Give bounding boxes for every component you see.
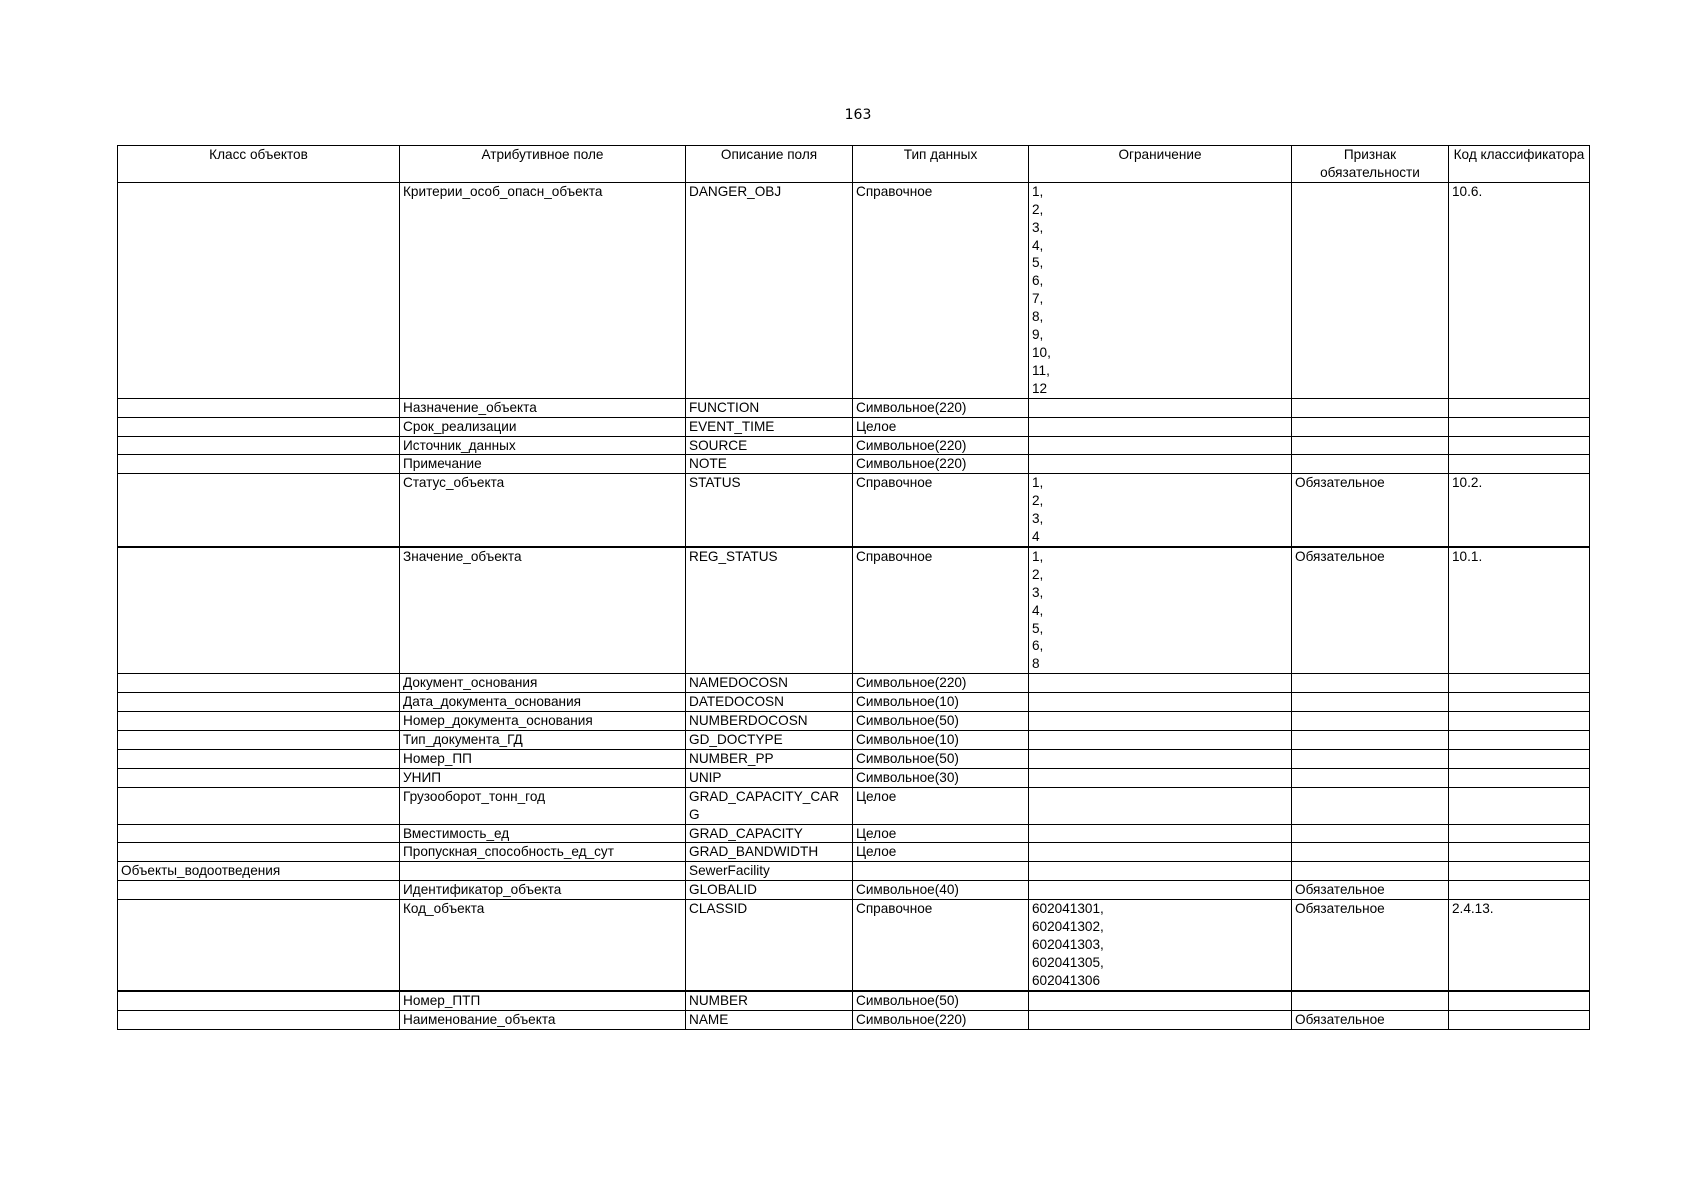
cell-attribute: Критерии_особ_опасн_объекта (400, 182, 686, 398)
cell-class (118, 881, 400, 900)
cell-limit (1029, 693, 1292, 712)
cell-classifier-code (1449, 712, 1590, 731)
cell-limit (1029, 881, 1292, 900)
cell-description: SewerFacility (686, 862, 853, 881)
cell-description: NAMEDOCOSN (686, 674, 853, 693)
cell-limit (1029, 417, 1292, 436)
limit-value: 3, (1032, 219, 1044, 235)
cell-class (118, 547, 400, 674)
cell-required (1292, 749, 1449, 768)
cell-attribute: Статус_объекта (400, 474, 686, 547)
limit-value: 602041302, (1032, 919, 1104, 935)
cell-class (118, 900, 400, 991)
cell-required (1292, 693, 1449, 712)
cell-classifier-code (1449, 768, 1590, 787)
cell-required: Обязательное (1292, 1010, 1449, 1029)
cell-classifier-code (1449, 417, 1590, 436)
table-row (118, 182, 1590, 398)
cell-limit (1029, 474, 1292, 547)
cell-class (118, 749, 400, 768)
table-row (118, 787, 1590, 824)
cell-classifier-code (1449, 824, 1590, 843)
page-number: 163 (844, 107, 872, 123)
limit-value: 8 (1032, 656, 1040, 672)
cell-data-type: Справочное (853, 900, 1029, 991)
table-row (118, 398, 1590, 417)
cell-attribute: Идентификатор_объекта (400, 881, 686, 900)
cell-data-type: Символьное(30) (853, 768, 1029, 787)
cell-classifier-code: 10.2. (1449, 474, 1590, 547)
table-body (118, 182, 1590, 1029)
header-limit: Ограничение (1029, 146, 1292, 183)
cell-data-type (853, 862, 1029, 881)
cell-classifier-code: 2.4.13. (1449, 900, 1590, 991)
cell-limit (1029, 862, 1292, 881)
cell-description: SOURCE (686, 436, 853, 455)
cell-attribute: Примечание (400, 455, 686, 474)
cell-data-type: Справочное (853, 547, 1029, 674)
cell-classifier-code (1449, 674, 1590, 693)
cell-class (118, 674, 400, 693)
cell-attribute: Наименование_объекта (400, 1010, 686, 1029)
cell-attribute: Тип_документа_ГД (400, 731, 686, 750)
cell-description: GLOBALID (686, 881, 853, 900)
cell-limit (1029, 1010, 1292, 1029)
cell-class (118, 991, 400, 1010)
cell-data-type: Символьное(50) (853, 749, 1029, 768)
cell-class (118, 1010, 400, 1029)
table-row (118, 436, 1590, 455)
cell-data-type: Символьное(10) (853, 731, 1029, 750)
cell-classifier-code (1449, 436, 1590, 455)
table-row (118, 881, 1590, 900)
table-row (118, 731, 1590, 750)
cell-data-type: Символьное(220) (853, 398, 1029, 417)
cell-class (118, 436, 400, 455)
limit-value: 1, (1032, 475, 1044, 491)
limit-value: 6, (1032, 273, 1044, 289)
cell-required (1292, 991, 1449, 1010)
cell-required (1292, 712, 1449, 731)
cell-required: Обязательное (1292, 474, 1449, 547)
cell-class (118, 843, 400, 862)
cell-data-type: Справочное (853, 182, 1029, 398)
limit-value: 602041305, (1032, 954, 1104, 970)
attribute-table (117, 145, 1590, 1030)
limit-value: 4, (1032, 602, 1044, 618)
cell-classifier-code (1449, 731, 1590, 750)
cell-description: REG_STATUS (686, 547, 853, 674)
cell-limit (1029, 398, 1292, 417)
cell-attribute: УНИП (400, 768, 686, 787)
cell-data-type: Символьное(220) (853, 674, 1029, 693)
table-row (118, 693, 1590, 712)
cell-limit (1029, 787, 1292, 824)
cell-description: GD_DOCTYPE (686, 731, 853, 750)
cell-limit (1029, 991, 1292, 1010)
table-row (118, 991, 1590, 1010)
cell-classifier-code: 10.1. (1449, 547, 1590, 674)
cell-attribute: Пропускная_способность_ед_сут (400, 843, 686, 862)
limit-value: 2, (1032, 566, 1044, 582)
cell-required (1292, 787, 1449, 824)
cell-required: Обязательное (1292, 547, 1449, 674)
cell-description: NUMBER_PP (686, 749, 853, 768)
cell-description: STATUS (686, 474, 853, 547)
cell-data-type: Целое (853, 843, 1029, 862)
cell-description: DANGER_OBJ (686, 182, 853, 398)
cell-required: Обязательное (1292, 900, 1449, 991)
limit-value: 602041306 (1032, 972, 1101, 988)
cell-data-type: Символьное(50) (853, 712, 1029, 731)
cell-description: UNIP (686, 768, 853, 787)
cell-description: NUMBERDOCOSN (686, 712, 853, 731)
cell-class (118, 824, 400, 843)
limit-value: 4, (1032, 237, 1044, 253)
cell-data-type: Символьное(220) (853, 436, 1029, 455)
cell-required (1292, 436, 1449, 455)
cell-data-type: Символьное(40) (853, 881, 1029, 900)
table-row (118, 843, 1590, 862)
header-required: Признак обязательности (1292, 146, 1449, 183)
cell-limit (1029, 824, 1292, 843)
limit-value: 12 (1032, 380, 1048, 396)
cell-required (1292, 843, 1449, 862)
cell-limit (1029, 436, 1292, 455)
cell-required (1292, 398, 1449, 417)
cell-description: EVENT_TIME (686, 417, 853, 436)
cell-description: GRAD_BANDWIDTH (686, 843, 853, 862)
cell-classifier-code (1449, 398, 1590, 417)
cell-limit (1029, 900, 1292, 991)
limit-value: 4 (1032, 529, 1040, 545)
limit-value: 6, (1032, 638, 1044, 654)
cell-data-type: Целое (853, 417, 1029, 436)
cell-attribute (400, 862, 686, 881)
cell-classifier-code (1449, 749, 1590, 768)
cell-required (1292, 768, 1449, 787)
table-row (118, 900, 1590, 991)
table-row (118, 455, 1590, 474)
cell-description: NOTE (686, 455, 853, 474)
limit-value: 5, (1032, 255, 1044, 271)
cell-required: Обязательное (1292, 881, 1449, 900)
cell-class (118, 417, 400, 436)
cell-description: DATEDOCOSN (686, 693, 853, 712)
cell-data-type: Символьное(220) (853, 1010, 1029, 1029)
cell-limit (1029, 768, 1292, 787)
cell-classifier-code (1449, 843, 1590, 862)
cell-data-type: Целое (853, 824, 1029, 843)
limit-value: 1, (1032, 183, 1044, 199)
limit-value: 1, (1032, 548, 1044, 564)
cell-limit (1029, 182, 1292, 398)
limit-value: 3, (1032, 584, 1044, 600)
table-row (118, 1010, 1590, 1029)
table-row (118, 547, 1590, 674)
limit-value: 8, (1032, 309, 1044, 325)
table-row (118, 768, 1590, 787)
cell-description: CLASSID (686, 900, 853, 991)
table-row (118, 749, 1590, 768)
table-row (118, 712, 1590, 731)
cell-data-type: Целое (853, 787, 1029, 824)
cell-classifier-code (1449, 991, 1590, 1010)
table-row (118, 824, 1590, 843)
cell-limit (1029, 843, 1292, 862)
limit-value: 602041301, (1032, 901, 1104, 917)
cell-attribute: Вместимость_ед (400, 824, 686, 843)
cell-classifier-code (1449, 881, 1590, 900)
cell-data-type: Символьное(220) (853, 455, 1029, 474)
cell-classifier-code (1449, 455, 1590, 474)
cell-class (118, 474, 400, 547)
header-description: Описание поля (686, 146, 853, 183)
limit-value: 3, (1032, 511, 1044, 527)
cell-description: NUMBER (686, 991, 853, 1010)
table-header-row (118, 146, 1590, 183)
cell-required (1292, 674, 1449, 693)
cell-attribute: Дата_документа_основания (400, 693, 686, 712)
cell-limit (1029, 749, 1292, 768)
cell-required (1292, 455, 1449, 474)
cell-description: NAME (686, 1010, 853, 1029)
header-class: Класс объектов (118, 146, 400, 183)
cell-limit (1029, 455, 1292, 474)
cell-description: GRAD_CAPACITY (686, 824, 853, 843)
limit-value: 10, (1032, 344, 1051, 360)
cell-limit (1029, 547, 1292, 674)
cell-classifier-code (1449, 862, 1590, 881)
cell-data-type: Справочное (853, 474, 1029, 547)
cell-attribute: Источник_данных (400, 436, 686, 455)
table-row (118, 474, 1590, 547)
cell-classifier-code (1449, 693, 1590, 712)
cell-attribute: Номер_документа_основания (400, 712, 686, 731)
cell-limit (1029, 731, 1292, 750)
cell-classifier-code (1449, 1010, 1590, 1029)
cell-limit (1029, 674, 1292, 693)
limit-value: 602041303, (1032, 936, 1104, 952)
table-row (118, 417, 1590, 436)
cell-description: GRAD_CAPACITY_CARG (686, 787, 853, 824)
cell-class: Объекты_водоотведения (118, 862, 400, 881)
cell-attribute: Значение_объекта (400, 547, 686, 674)
table-row (118, 862, 1590, 881)
limit-value: 2, (1032, 493, 1044, 509)
cell-required (1292, 182, 1449, 398)
cell-class (118, 398, 400, 417)
cell-required (1292, 824, 1449, 843)
cell-attribute: Грузооборот_тонн_год (400, 787, 686, 824)
cell-attribute: Документ_основания (400, 674, 686, 693)
cell-classifier-code: 10.6. (1449, 182, 1590, 398)
cell-class (118, 731, 400, 750)
cell-attribute: Номер_ПП (400, 749, 686, 768)
cell-attribute: Номер_ПТП (400, 991, 686, 1010)
cell-class (118, 693, 400, 712)
limit-value: 11, (1032, 362, 1050, 378)
cell-class (118, 455, 400, 474)
cell-attribute: Срок_реализации (400, 417, 686, 436)
cell-classifier-code (1449, 787, 1590, 824)
limit-value: 9, (1032, 327, 1044, 343)
cell-data-type: Символьное(50) (853, 991, 1029, 1010)
cell-limit (1029, 712, 1292, 731)
cell-required (1292, 417, 1449, 436)
cell-data-type: Символьное(10) (853, 693, 1029, 712)
cell-class (118, 768, 400, 787)
table-row (118, 674, 1590, 693)
header-data-type: Тип данных (853, 146, 1029, 183)
cell-class (118, 787, 400, 824)
cell-attribute: Назначение_объекта (400, 398, 686, 417)
header-classifier-code: Код классификатора (1449, 146, 1590, 183)
cell-class (118, 182, 400, 398)
cell-attribute: Код_объекта (400, 900, 686, 991)
header-attribute: Атрибутивное поле (400, 146, 686, 183)
cell-required (1292, 731, 1449, 750)
limit-value: 2, (1032, 201, 1044, 217)
limit-value: 5, (1032, 620, 1044, 636)
limit-value: 7, (1032, 291, 1044, 307)
cell-required (1292, 862, 1449, 881)
cell-description: FUNCTION (686, 398, 853, 417)
cell-class (118, 712, 400, 731)
